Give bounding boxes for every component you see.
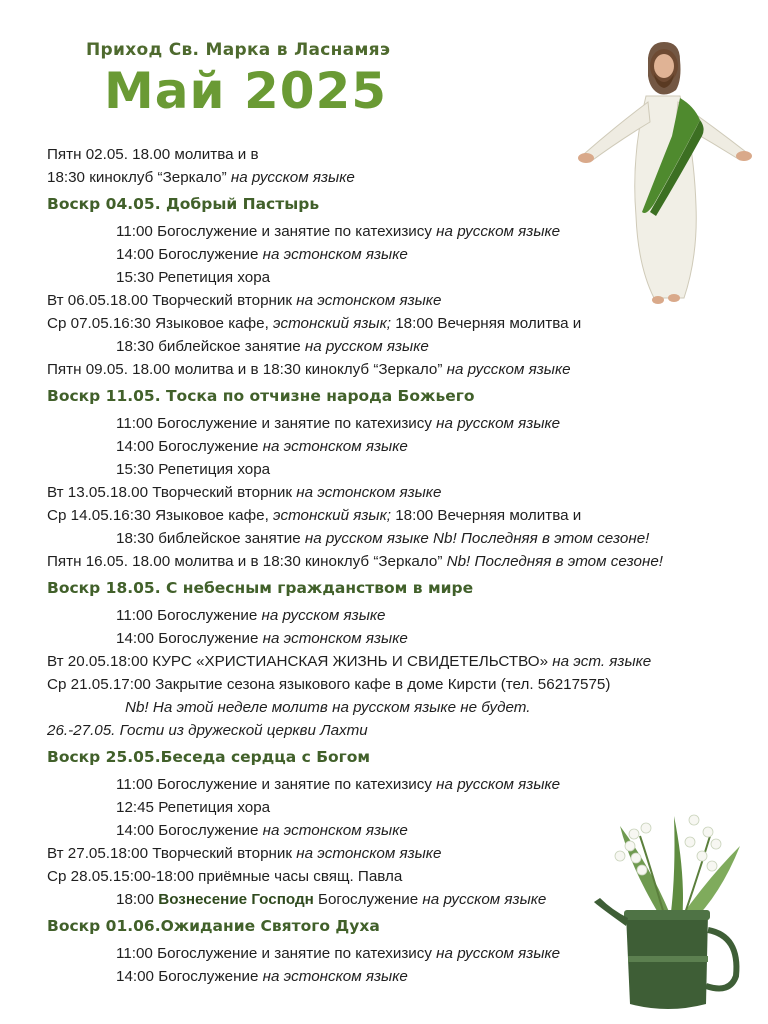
schedule-line [47, 719, 747, 742]
schedule-line [47, 412, 747, 435]
schedule-line-text: 14:00 Богослужение [116, 968, 263, 985]
schedule-line [47, 650, 747, 673]
schedule-line [47, 481, 747, 504]
schedule-line-text: на русском языке [261, 607, 386, 624]
schedule-line [47, 220, 747, 243]
schedule-line [47, 312, 747, 335]
schedule-line-text: Пятн 16.05. 18.00 молитва и в 18:30 киноклуб “Зеркало” [47, 553, 447, 570]
schedule-line-text: 14:00 Богослужение [116, 246, 263, 263]
schedule-line-text: на русском языке [230, 169, 355, 186]
schedule-line [47, 358, 747, 381]
schedule-line-text: 18:00 Вечерняя молитва и [390, 315, 582, 332]
schedule-line-text: Пятн 09.05. 18.00 молитва и в 18:30 киноклуб “Зеркало” [47, 361, 447, 378]
schedule-line [47, 550, 747, 573]
schedule-line-text: на эстонском языке [296, 292, 442, 309]
schedule-line-text: 11:00 Богослужение и занятие по катехизису [116, 945, 437, 962]
schedule-line [47, 773, 747, 796]
schedule-line-text: на русском языке Nb! Последняя в этом сезоне! [304, 530, 650, 547]
schedule-line-text: 11:00 Богослужение [116, 607, 262, 624]
schedule-line-text: на русском языке [304, 338, 429, 355]
schedule-line-text: Воскр 01.06.Ожидание Святого Духа [47, 917, 380, 935]
month-title: Май 2025 [104, 62, 388, 120]
schedule-line-text: на эстонском языке [262, 438, 408, 455]
schedule-line-text: Вознесение Господн [158, 891, 314, 908]
schedule-line-text: на русском языке [436, 945, 561, 962]
sunday-heading [47, 381, 747, 412]
schedule-line-text: Ср 28.05.15:00-18:00 приёмные часы свящ. Павла [47, 868, 403, 885]
schedule-line [47, 435, 747, 458]
schedule-line-text: 14:00 Богослужение [116, 822, 263, 839]
sunday-heading [47, 573, 747, 604]
schedule-line [47, 504, 747, 527]
schedule-line-text: Воскр 11.05. Тоска по отчизне народа Божьего [47, 387, 475, 405]
schedule-line-text: 18:30 киноклуб “Зеркало” [47, 169, 231, 186]
schedule-line [47, 243, 747, 266]
schedule-line-text: на эстонском языке [296, 845, 442, 862]
schedule-line-text: 18:30 библейское занятие [116, 530, 305, 547]
schedule-line [47, 335, 747, 358]
schedule-line-text: эстонский язык; [273, 507, 391, 524]
schedule-line-text: на эстонском языке [262, 630, 408, 647]
schedule-line-text: Вт 13.05.18.00 Творческий вторник [47, 484, 297, 501]
schedule-line [47, 143, 747, 166]
schedule-line [47, 458, 747, 481]
schedule-line-text: на эстонском языке [262, 822, 408, 839]
sunday-heading [47, 189, 747, 220]
schedule-line-text: 11:00 Богослужение и занятие по катехизису [116, 776, 437, 793]
schedule-line-text: 18:00 Вечерняя молитва и [390, 507, 582, 524]
schedule-line [47, 266, 747, 289]
schedule-line-text: Nb! На этой неделе молитв на русском языке не будет. [125, 699, 531, 716]
parish-title: Приход Св. Марка в Ласнамяэ [86, 40, 391, 60]
schedule-line-text: на эст. языке [552, 653, 652, 670]
schedule-line-text: Ср 21.05.17:00 Закрытие сезона языкового кафе в доме Кирсти (тел. 56217575) [47, 676, 611, 693]
schedule-line-text: 14:00 Богослужение [116, 630, 263, 647]
schedule-line [47, 627, 747, 650]
schedule-line-text: Nb! Последняя в этом сезоне! [446, 553, 663, 570]
schedule-line-text: Вт 27.05.18:00 Творческий вторник [47, 845, 297, 862]
schedule-line-text: Воскр 04.05. Добрый Пастырь [47, 195, 320, 213]
schedule-line-text: Воскр 25.05.Беседа сердца с Богом [47, 748, 371, 766]
schedule-line-text: на русском языке [436, 415, 561, 432]
schedule-line-text: 11:00 Богослужение и занятие по катехизису [116, 223, 437, 240]
sunday-heading [47, 742, 747, 773]
schedule-line-text: Ср 07.05.16:30 Языковое кафе, [47, 315, 274, 332]
schedule-line-text: Богослужение [313, 891, 423, 908]
schedule-line-text: на эстонском языке [262, 246, 408, 263]
schedule-line-text: 14:00 Богослужение [116, 438, 263, 455]
schedule-line [47, 673, 747, 696]
schedule-line-text: 18:00 [116, 891, 159, 908]
schedule-line [47, 166, 747, 189]
schedule-line [47, 604, 747, 627]
schedule-line [47, 289, 747, 312]
schedule-line-text: 26.-27.05. Гости из дружеской церкви Лахти [47, 722, 368, 739]
schedule-line-text: Пятн 02.05. 18.00 молитва и в [47, 146, 259, 163]
schedule-line-text: Ср 14.05.16:30 Языковое кафе, [47, 507, 274, 524]
schedule-line-text: 18:30 библейское занятие [116, 338, 305, 355]
schedule-line-text: на эстонском языке [262, 968, 408, 985]
schedule-line-text: Вт 06.05.18.00 Творческий вторник [47, 292, 297, 309]
schedule-line-text: 15:30 Репетиция хора [116, 461, 271, 478]
schedule-line-text: 15:30 Репетиция хора [116, 269, 271, 286]
schedule-line [47, 527, 747, 550]
schedule-line-text: 11:00 Богослужение и занятие по катехизису [116, 415, 437, 432]
schedule-line-text: на эстонском языке [296, 484, 442, 501]
schedule-line-text: на русском языке [446, 361, 571, 378]
lily-of-the-valley-illustration [590, 806, 746, 1020]
schedule-line [47, 696, 747, 719]
schedule-line-text: на русском языке [422, 891, 547, 908]
schedule-line-text: на русском языке [436, 223, 561, 240]
schedule-line-text: эстонский язык; [273, 315, 391, 332]
schedule-line-text: 12:45 Репетиция хора [116, 799, 271, 816]
schedule-line-text: Воскр 18.05. С небесным гражданством в мире [47, 579, 474, 597]
schedule-line-text: на русском языке [436, 776, 561, 793]
schedule-line-text: Вт 20.05.18:00 КУРС «ХРИСТИАНСКАЯ ЖИЗНЬ И СВИДЕТЕЛЬСТВО» [47, 653, 553, 670]
